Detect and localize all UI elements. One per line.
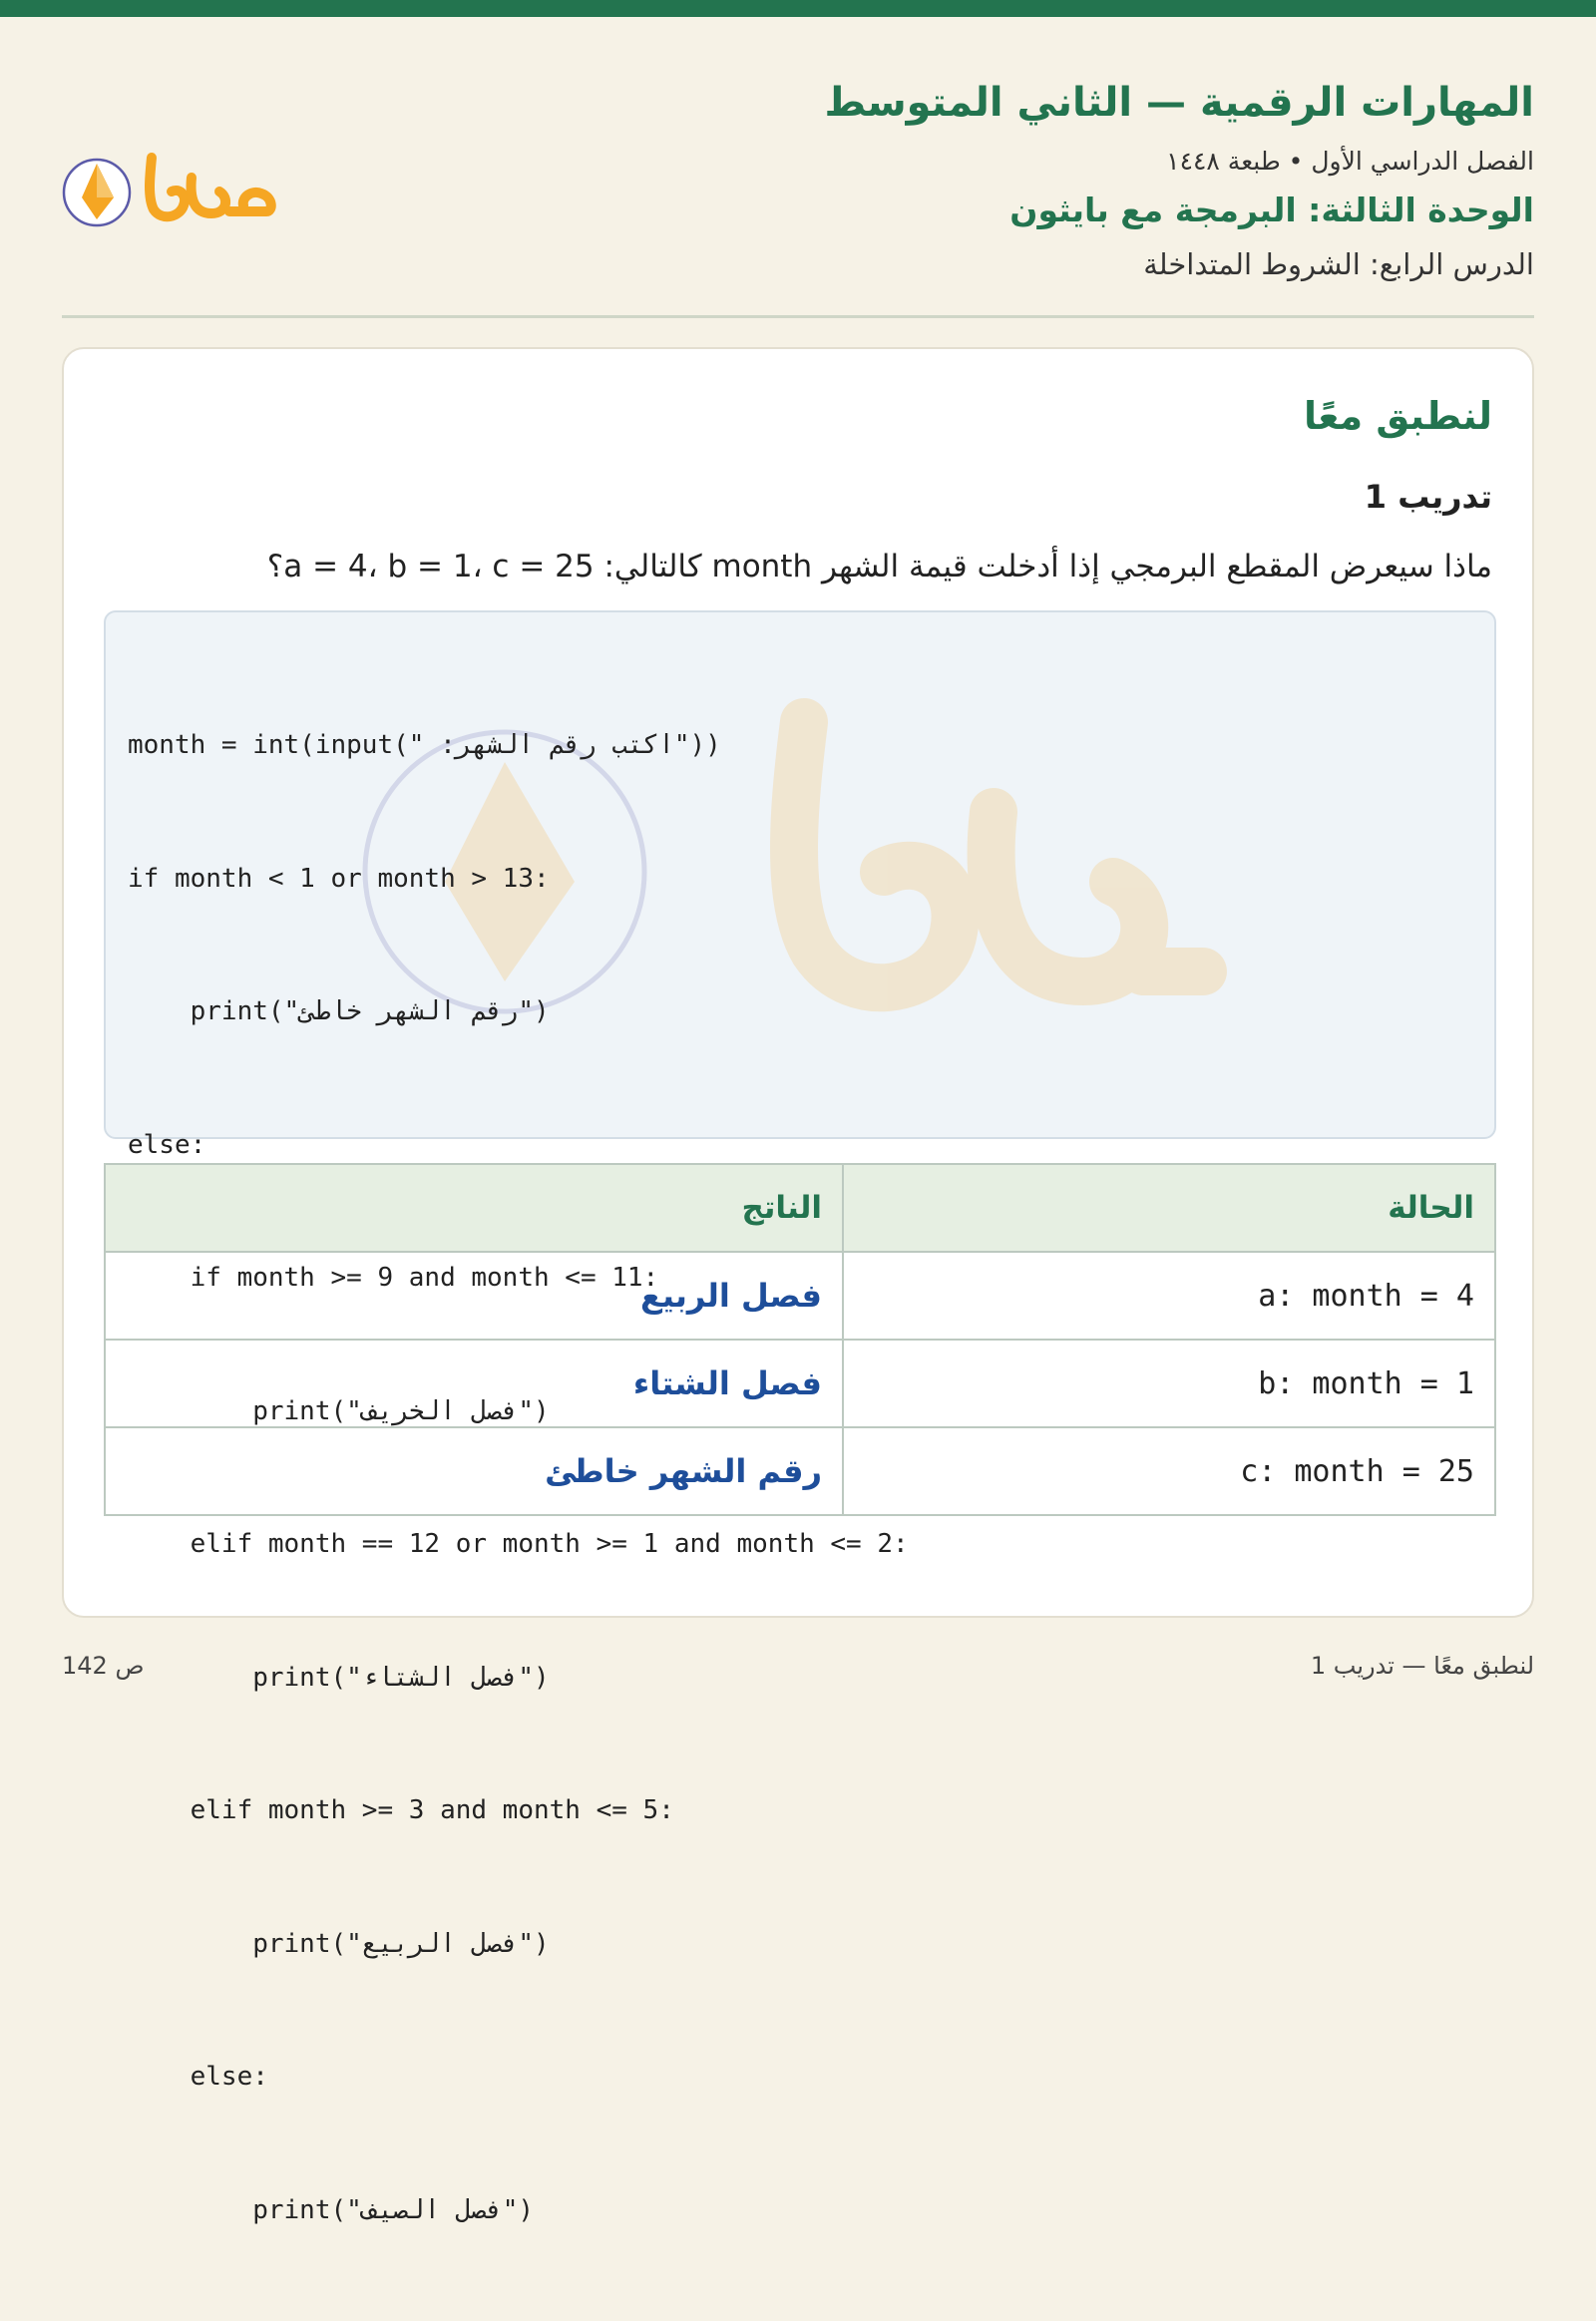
question-text: ماذا سيعرض المقطع البرمجي إذا أدخلت قيمة الشهر month كالتالي: a = 4، b = 1، c = 25؟ — [266, 549, 1492, 584]
page-number: ص 142 — [62, 1652, 145, 1680]
results-table — [104, 1163, 1496, 1516]
header-divider — [62, 315, 1534, 318]
case-cell: b: month = 1 — [843, 1340, 1495, 1427]
table-row — [105, 1252, 1495, 1340]
code-line: if month < 1 or month > 13: — [128, 863, 550, 894]
code-line: print("فصل الصيف") — [128, 2194, 535, 2225]
top-accent-bar — [0, 0, 1596, 17]
table-row — [105, 1427, 1495, 1515]
table-row — [105, 1340, 1495, 1427]
header-text — [537, 70, 1534, 291]
page-header — [62, 70, 1534, 319]
output-cell: فصل الشتاء — [105, 1340, 843, 1427]
term-edition: الفصل الدراسي الأول • طبعة ١٤٤٨ — [1166, 147, 1534, 176]
code-line: month = int(input("اكتب رقم الشهر: ")) — [128, 730, 721, 760]
header-output: الناتج — [105, 1164, 843, 1252]
case-cell: a: month = 4 — [843, 1252, 1495, 1340]
header-case: الحالة — [843, 1164, 1495, 1252]
output-cell: فصل الربيع — [105, 1252, 843, 1340]
code-line: print("فصل الخريف") — [128, 1395, 550, 1426]
unit-title: الوحدة الثالثة: البرمجة مع بايثون — [1009, 191, 1534, 229]
code-line: else: — [128, 1129, 206, 1160]
exercise-title: تدريب 1 — [1364, 478, 1492, 516]
lesson-title: الدرس الرابع: الشروط المتداخلة — [1143, 247, 1534, 281]
code-line: elif month >= 3 and month <= 5: — [128, 1795, 674, 1825]
hulul-logo — [62, 148, 281, 237]
code-line: if month >= 9 and month <= 11: — [128, 1263, 659, 1293]
code-line: print("فصل الشتاء") — [128, 1662, 550, 1693]
output-cell: رقم الشهر خاطئ — [105, 1427, 843, 1515]
table-header-row — [105, 1164, 1495, 1252]
book-title: المهارات الرقمية — الثاني المتوسط — [824, 80, 1534, 126]
code-line: elif month == 12 or month >= 1 and month <= 2: — [128, 1529, 909, 1559]
code-line: else: — [128, 2062, 268, 2092]
footer-breadcrumb: لنطبق معًا — تدريب 1 — [1310, 1652, 1534, 1680]
code-line: print("رقم الشهر خاطئ") — [128, 996, 550, 1026]
case-cell: c: month = 25 — [843, 1427, 1495, 1515]
section-title: لنطبق معًا — [1303, 394, 1492, 438]
code-line: print("فصل الربيع") — [128, 1928, 550, 1959]
